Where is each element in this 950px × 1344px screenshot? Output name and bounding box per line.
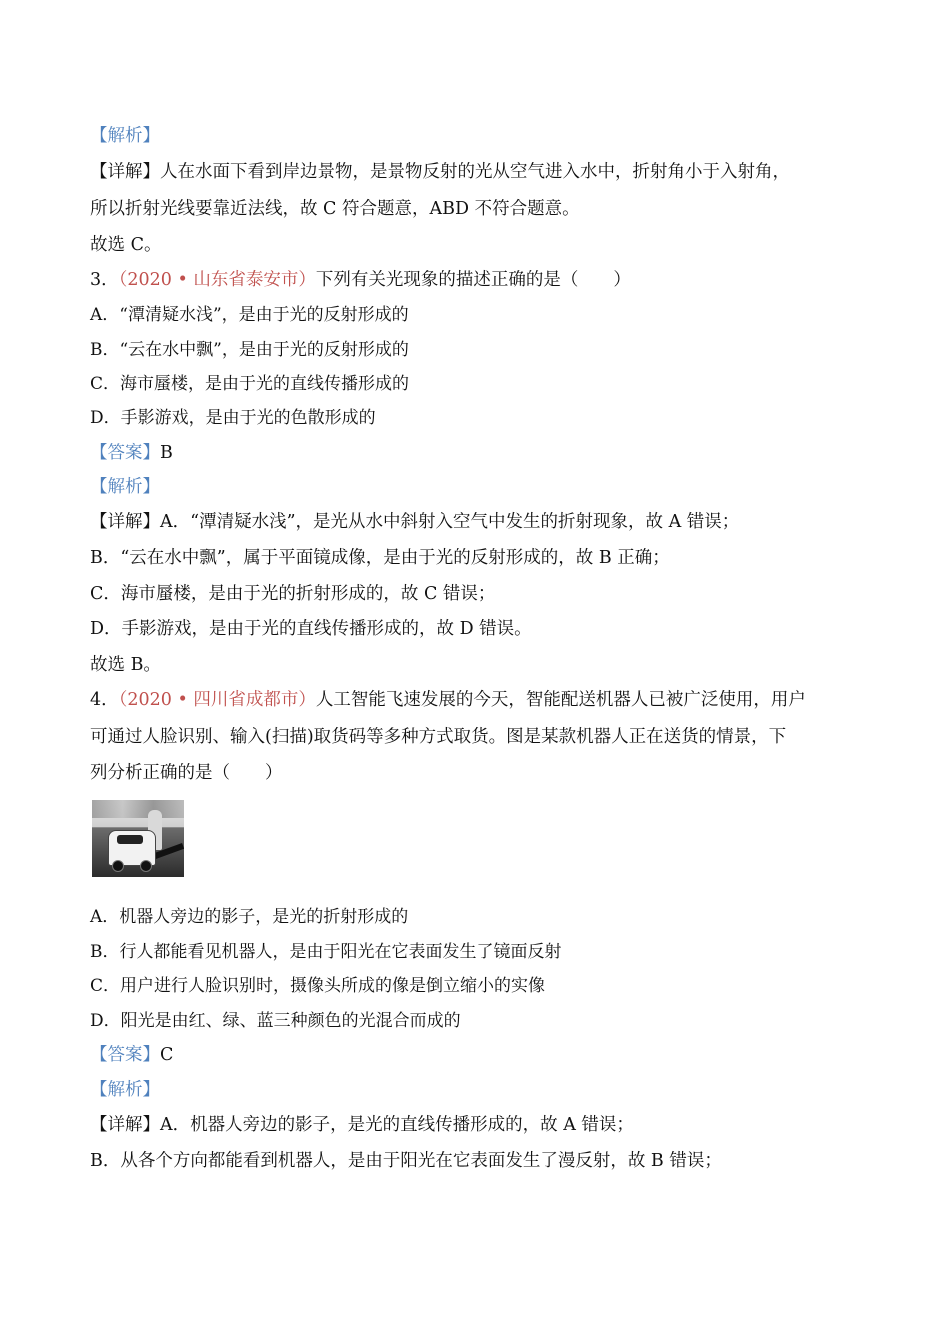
analysis-heading: 【解析】: [90, 1080, 160, 1100]
detail-line: B．从各个方向都能看到机器人，是由于阳光在它表面发生了漫反射，故 B 错误；: [90, 1151, 722, 1171]
question-4-title: 4．（2020 • 四川省成都市）人工智能飞速发展的今天，智能配送机器人已被广泛使用，用户: [90, 690, 806, 710]
analysis-heading: 【解析】: [90, 126, 160, 146]
detail-line: 【详解】A．机器人旁边的影子，是光的直线传播形成的，故 A 错误；: [90, 1115, 634, 1135]
question-line: 列分析正确的是（ ）: [90, 763, 283, 783]
option-c: C．海市蜃楼，是由于光的直线传播形成的: [90, 374, 410, 394]
question-line: 可通过人脸识别、输入(扫描)取货码等多种方式取货。图是某款机器人正在送货的情景，下: [90, 727, 787, 747]
analysis-heading: 【解析】: [90, 477, 160, 497]
option-b: B．“云在水中飘”，是由于光的反射形成的: [90, 340, 409, 360]
choice-line: 故选 C。: [90, 235, 162, 255]
question-source: （2020 • 四川省成都市）: [118, 690, 316, 710]
robot-delivery-photo: [92, 800, 184, 877]
question-3-title: 3．（2020 • 山东省泰安市）下列有关光现象的描述正确的是（ ）: [90, 270, 631, 290]
detail-line: 【详解】人在水面下看到岸边景物，是景物反射的光从空气进入水中，折射角小于入射角，: [90, 162, 790, 182]
detail-line: C．海市蜃楼，是由于光的折射形成的，故 C 错误；: [90, 584, 496, 604]
option-b: B．行人都能看见机器人，是由于阳光在它表面发生了镜面反射: [90, 942, 562, 962]
detail-line: B．“云在水中飘”，属于平面镜成像，是由于光的反射形成的，故 B 正确；: [90, 548, 670, 568]
detail-line: 【详解】A．“潭清疑水浅”，是光从水中斜射入空气中发生的折射现象，故 A 错误；: [90, 512, 740, 532]
option-a: A．“潭清疑水浅”，是由于光的反射形成的: [90, 305, 409, 325]
detail-line: 所以折射光线要靠近法线，故 C 符合题意，ABD 不符合题意。: [90, 199, 580, 219]
question-source: （2020 • 山东省泰安市）: [118, 270, 316, 290]
option-d: D．阳光是由红、绿、蓝三种颜色的光混合而成的: [90, 1011, 461, 1031]
option-d: D．手影游戏，是由于光的色散形成的: [90, 408, 376, 428]
answer-line: 【答案】B: [90, 443, 173, 463]
option-c: C．用户进行人脸识别时，摄像头所成的像是倒立缩小的实像: [90, 976, 546, 996]
detail-line: D．手影游戏，是由于光的直线传播形成的，故 D 错误。: [90, 619, 532, 639]
choice-line: 故选 B。: [90, 655, 161, 675]
answer-line: 【答案】C: [90, 1045, 174, 1065]
option-a: A．机器人旁边的影子，是光的折射形成的: [90, 907, 409, 927]
